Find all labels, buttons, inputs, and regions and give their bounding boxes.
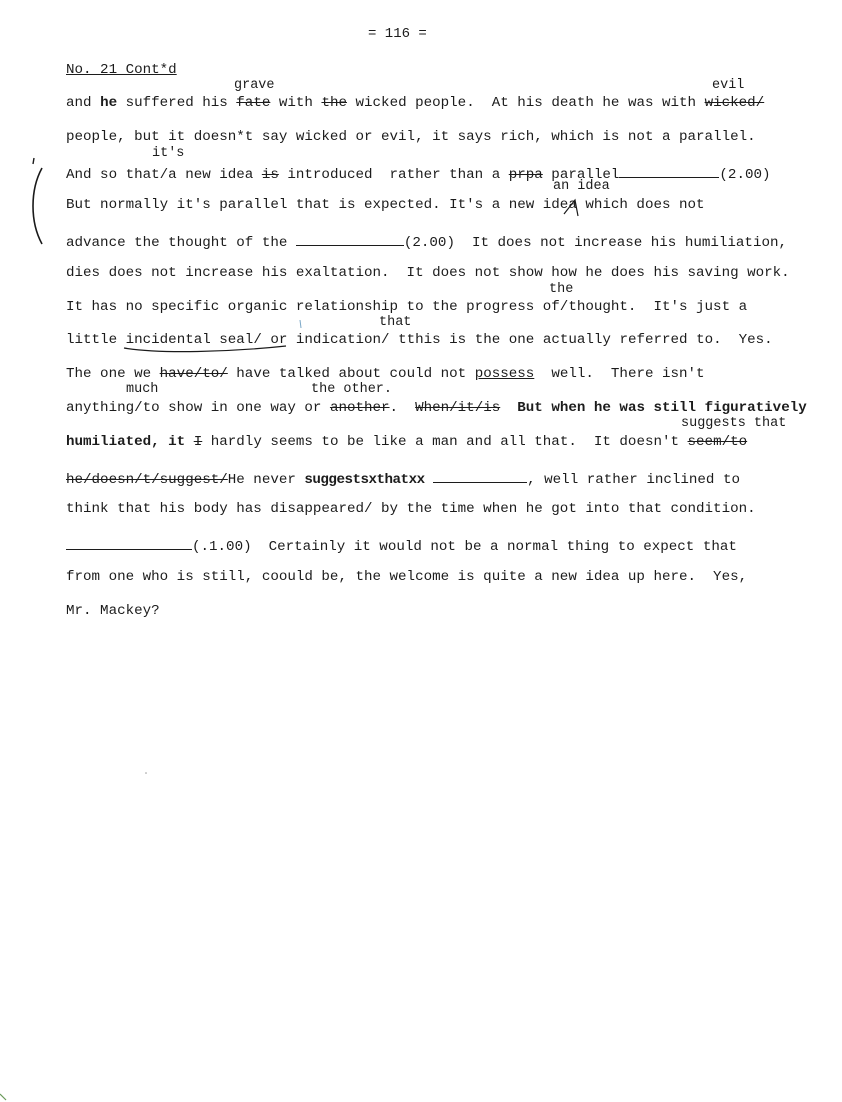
struck-word: have/to/ <box>159 366 228 382</box>
text-line-6: dies does not increase his exaltation. It does not show how he does his saving work. <box>66 265 790 281</box>
text-line-4: But normally it's parallel that is expected. It's a new idea which does not <box>66 197 705 213</box>
insert-much: much <box>126 382 159 397</box>
insert-grave: grave <box>234 78 275 93</box>
struck-word: is <box>261 167 279 183</box>
line9-part: well. There isn't <box>534 366 705 382</box>
line1-part: wicked people. At his death he was with <box>347 95 705 111</box>
margin-bracket <box>33 168 42 244</box>
line10-part: anything/to show in one way or <box>66 400 330 416</box>
text-line-2: people, but it doesn*t say wicked or evil, it says rich, which is not a parallel. <box>66 129 756 145</box>
line11-part: humiliated, it <box>66 434 194 450</box>
line5-part: (2.00) It does not increase his humiliation, <box>403 235 787 251</box>
struck-word: the <box>321 95 347 111</box>
filled-blank-possess: possess <box>474 366 535 382</box>
line3-part: parallel <box>542 167 620 183</box>
struck-word: I <box>193 434 203 450</box>
line8-part: little <box>66 332 126 348</box>
line1-he: he <box>100 95 118 111</box>
struck-word: When/it/is <box>415 400 501 416</box>
line12-part: , well rather inclined to <box>527 472 740 488</box>
line8-part: incidental seal/ <box>125 332 262 348</box>
text-line-16: Mr. Mackey? <box>66 603 160 619</box>
text-line-7: It has no specific organic relationship to the progress of/thought. It's just a <box>66 299 748 315</box>
section-header: No. 21 Cont*d <box>66 62 177 78</box>
struck-word: prpa <box>508 167 543 183</box>
line8-part: or indication/ t <box>261 332 407 348</box>
line1-part: with <box>270 95 322 111</box>
insert-the: the <box>549 282 574 297</box>
line10-part: . <box>389 400 416 416</box>
page-number: = 116 = <box>368 26 427 42</box>
line3-part: introduced rather than a <box>278 167 509 183</box>
struck-word: fate <box>236 95 271 111</box>
insert-the-other: the other. <box>311 382 393 397</box>
line9-part: have talked about could not <box>227 366 475 382</box>
line5-part: advance the thought of the <box>66 235 296 251</box>
speck <box>145 772 147 774</box>
insert-that: that <box>379 315 412 330</box>
struck-word: seem/to <box>687 434 748 450</box>
blue-tick <box>300 320 301 328</box>
caret-mark <box>564 200 578 216</box>
struck-word: he/doesn/t/suggest/ <box>66 472 228 488</box>
line1-part: suffered his <box>117 95 237 111</box>
struck-word: another <box>329 400 390 416</box>
line3-part: (2.00) <box>719 167 771 183</box>
line14-part: (.1.00) Certainly it would not be a normal thing to expect that <box>192 539 737 555</box>
insert-an-idea: an idea <box>553 179 610 194</box>
xed-out-word: suggestsxthatxx <box>304 472 425 488</box>
line11-part: hardly seems to be like a man and all that. It doesn't <box>202 434 688 450</box>
line1-part: and <box>66 95 101 111</box>
line12-part: He never <box>227 472 305 488</box>
underline-stroke <box>124 346 286 352</box>
text-line-15: from one who is still, coould be, the welcome is quite a new idea up here. Yes, <box>66 569 748 585</box>
corner-mark <box>0 1094 6 1100</box>
margin-tick <box>33 158 34 164</box>
line9-part: The one we <box>66 366 160 382</box>
line10-part: But when he was still figuratively <box>500 400 807 416</box>
line8-part: this is the one actually referred to. Yes. <box>406 332 773 348</box>
line3-part: And so that/a new idea <box>66 167 262 183</box>
insert-evil: evil <box>712 78 745 93</box>
insert-suggests-that: suggests that <box>681 416 787 431</box>
struck-word: wicked/ <box>704 95 765 111</box>
text-line-13: think that his body has disappeared/ by the time when he got into that condition. <box>66 501 756 517</box>
insert-its: it's <box>152 146 185 161</box>
